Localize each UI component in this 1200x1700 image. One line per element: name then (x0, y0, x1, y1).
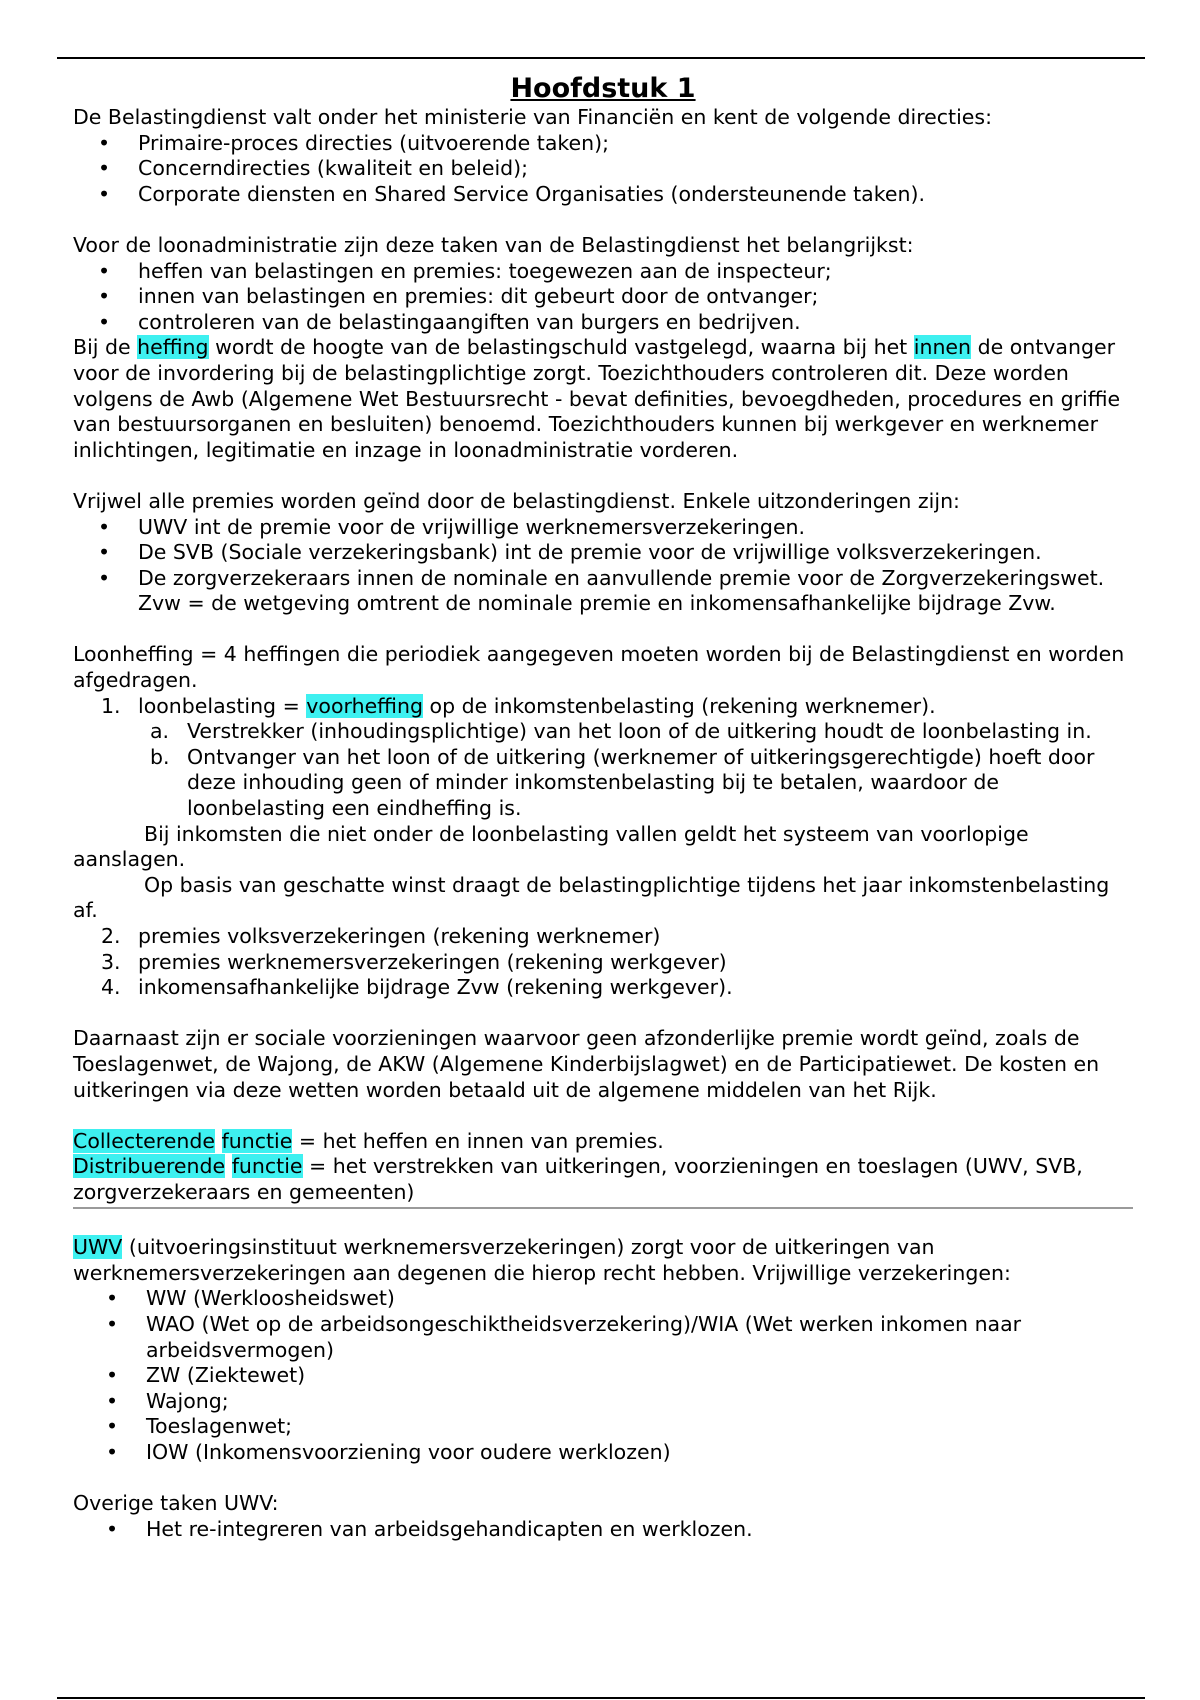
directies-list (73, 131, 1133, 208)
taken-intro: Voor de loonadministratie zijn deze taken van de Belastingdienst het belangrijkst: (73, 232, 914, 257)
overige-taken-intro: Overige taken UWV: (73, 1491, 279, 1516)
list-item: • Het re-integreren van arbeidsgehandicapten en werklozen. (106, 1516, 753, 1541)
heffing-paragraph: Bij de heffing wordt de hoogte van de belastingschuld vastgelegd, waarna bij het innen de ontvanger voor de invordering bij de belastingplichtige zorgt. Toezichthouders controleren dit. Deze worden volgens de Awb (Algemene Wet Bestuursrecht - bevat definities, bevoegdheden, procedures en griffie van bestuursorganen en besluiten) benoemd. Toezichthouders kunnen bij werkgever en werknemer inlichtingen, legitimatie en inzage in loonadministratie vorderen. (73, 335, 1121, 462)
uitzonderingen-list (73, 515, 1133, 617)
list-item: • De zorgverzekeraars innen de nominale en aanvullende premie voor de Zorgverzekeringswet. Zvw = de wetgeving omtrent de nominale premie en inkomensafhankelijke bijdrage Zvw. (98, 565, 1105, 616)
loonheffing-intro: Loonheffing = 4 heffingen die periodiek aangegeven moeten worden bij de Belastingdienst en worden afgedragen. (73, 642, 1125, 693)
collecterende-functie-line: Collecterende functie = het heffen en innen van premies. (73, 1128, 664, 1153)
list-item: 1. loonbelasting = voorheffing op de inkomstenbelasting (rekening werknemer). (101, 693, 936, 718)
list-item: • Concerndirecties (kwaliteit en beleid); (98, 156, 529, 181)
list-item: • controleren van de belastingaangiften van burgers en bedrijven. (98, 309, 801, 334)
chapter-title: Hoofdstuk 1 (510, 73, 696, 104)
list-item: • Primaire-proces directies (uitvoerende taken); (98, 130, 610, 155)
list-item: • De SVB (Sociale verzekeringsbank) int de premie voor de vrijwillige volksverzekeringen. (98, 540, 1042, 565)
loonbelasting-sublist (73, 719, 1133, 821)
distribuerende-functie-line: Distribuerende functie = het verstrekken van uitkeringen, voorzieningen en toeslagen (UWV, SVB, zorgverzekeraars en gemeenten) (73, 1154, 1083, 1204)
list-item: • ZW (Ziektewet) (106, 1363, 306, 1388)
top-rule (57, 57, 1145, 59)
list-item: • WAO (Wet op de arbeidsongeschiktheidsverzekering)/WIA (Wet werken inkomen naar arbeidsvermogen) (106, 1311, 1022, 1362)
overige-taken-list (73, 1517, 1133, 1543)
list-item: 4. inkomensafhankelijke bijdrage Zvw (rekening werkgever). (101, 975, 733, 1000)
list-item: • heffen van belastingen en premies: toegewezen aan de inspecteur; (98, 258, 832, 283)
list-item: 2. premies volksverzekeringen (rekening werknemer) (101, 924, 661, 948)
bottom-rule (57, 1697, 1145, 1699)
list-item: • Corporate diensten en Shared Service Organisaties (ondersteunende taken). (98, 181, 925, 206)
highlight-uwv: UWV (73, 1235, 123, 1260)
verzekeringen-list (73, 1286, 1133, 1465)
geschatte-winst-note: Op basis van geschatte winst draagt de belastingplichtige tijdens het jaar inkomstenbelasting af. (73, 872, 1110, 923)
directies-intro: De Belastingdienst valt onder het ministerie van Financiën en kent de volgende directies: (73, 105, 992, 129)
list-item: • Wajong; (106, 1388, 229, 1413)
premies-intro: Vrijwel alle premies worden geïnd door de belastingdienst. Enkele uitzonderingen zijn: (73, 488, 960, 513)
sociale-voorzieningen-paragraph: Daarnaast zijn er sociale voorzieningen waarvoor geen afzonderlijke premie wordt geïnd, zoals de Toeslagenwet, de Wajong, de AKW (Algemene Kinderbijslagwet) en de Participatiewet. De kosten en uitkeringen via deze wetten worden betaald uit de algemene middelen van het Rijk. (73, 1026, 1100, 1102)
list-item: • IOW (Inkomensvoorziening voor oudere werklozen) (106, 1439, 671, 1464)
list-item: 3. premies werknemersverzekeringen (rekening werkgever) (101, 949, 727, 974)
taken-list (73, 259, 1133, 336)
highlight-innen: innen (913, 335, 972, 360)
loonheffing-list (73, 694, 1133, 720)
list-item: a. Verstrekker (inhoudingsplichtige) van het loon of de uitkering houdt de loonbelasting in. (150, 719, 1092, 744)
highlight-voorheffing: voorheffing (306, 693, 424, 718)
list-item: b. Ontvanger van het loon of de uitkering (werknemer of uitkeringsgerechtigde) hoeft door deze inhouding geen of minder inkomstenbelasting bij te betalen, waardoor de loonbelasting een eindheffing is. (150, 744, 1095, 821)
document-page (73, 73, 1133, 1542)
list-item: • UWV int de premie voor de vrijwillige werknemersverzekeringen. (98, 514, 806, 539)
section-divider (73, 1207, 1133, 1209)
list-item: • WW (Werkloosheidswet) (106, 1286, 395, 1311)
uwv-paragraph: UWV (uitvoeringsinstituut werknemersverzekeringen) zorgt voor de uitkeringen van werknemersverzekeringen aan degenen die hierop recht hebben. Vrijwillige verzekeringen: (73, 1235, 1011, 1285)
loonheffing-list-continued (73, 924, 1133, 1001)
list-item: • Toeslagenwet; (106, 1414, 293, 1439)
highlight-heffing: heffing (137, 335, 209, 360)
voorlopige-aanslagen-note: Bij inkomsten die niet onder de loonbelasting vallen geldt het systeem van voorlopige aanslagen. (73, 821, 1029, 872)
list-item: • innen van belastingen en premies: dit gebeurt door de ontvanger; (98, 284, 819, 309)
